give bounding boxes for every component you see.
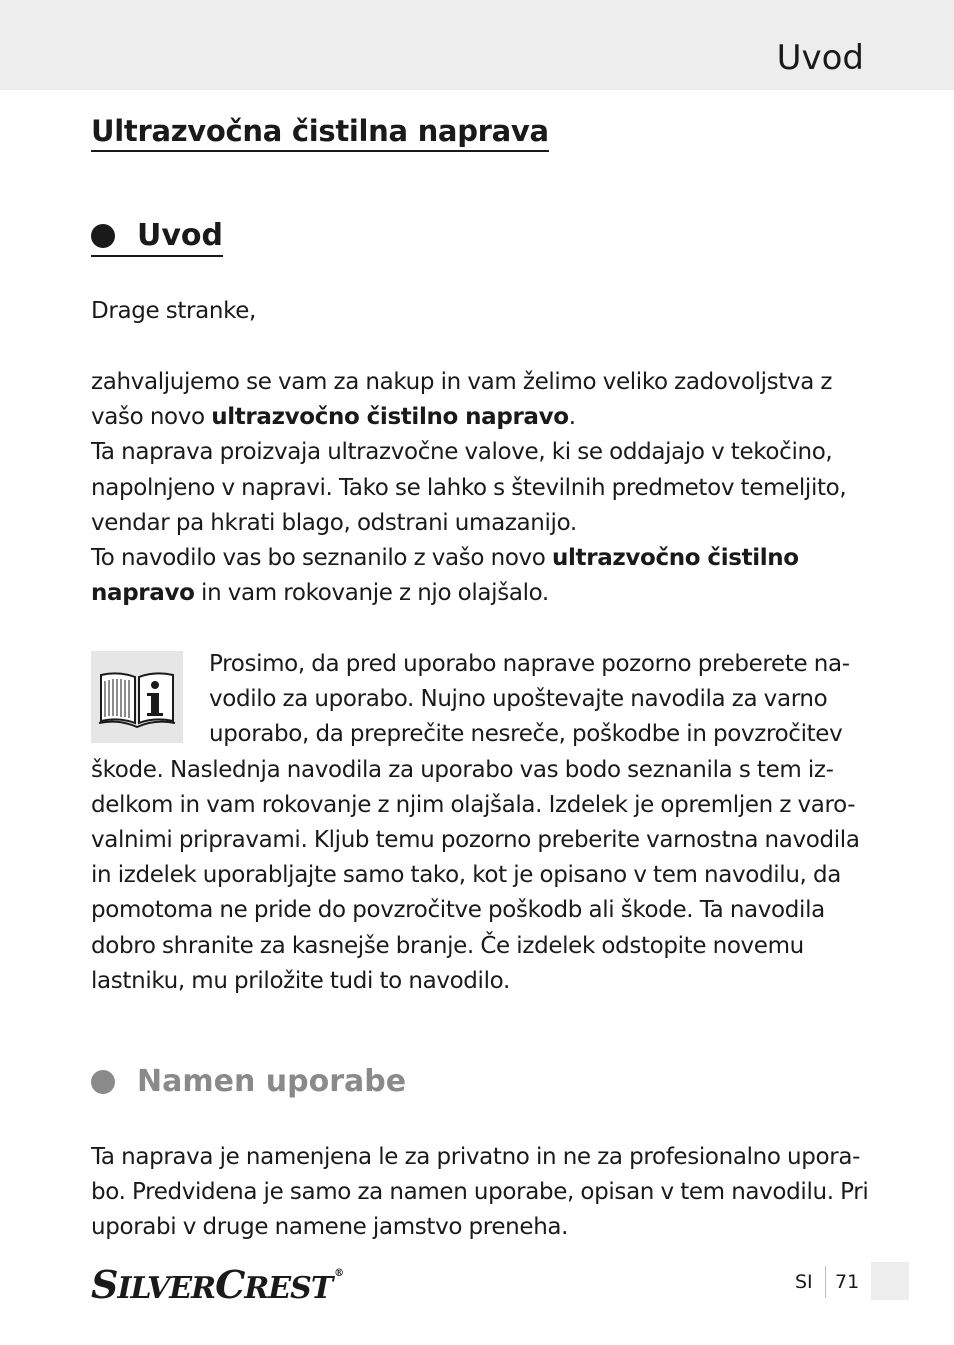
product-name-bold: napravo: [91, 580, 195, 607]
language-code: SI: [795, 1271, 813, 1293]
section-heading-text: Namen uporabe: [137, 1064, 407, 1099]
text-run: To navodilo vas bo seznanilo z vašo novo: [91, 545, 552, 572]
text-line: Ta naprava je namenjena le za privatno in ne za profesionalno upora-: [91, 1144, 861, 1170]
text-line: napolnjeno v napravi. Tako se lahko s številnih predmetov temeljito,: [91, 474, 847, 501]
text-line: Ta naprava proizvaja ultrazvočne valove, ki se oddajajo v tekočino,: [91, 439, 833, 466]
safety-paragraph: [91, 647, 866, 999]
text-line: [91, 400, 866, 435]
text-run: in vam rokovanje z njo olajšalo.: [194, 580, 549, 607]
text-line: uporabo, da preprečite nesreče, poškodbe in povzročitev: [209, 721, 843, 748]
section-heading-uvod: [91, 218, 223, 257]
text-line: in izdelek uporabljajte samo tako, kot je opisano v tem navodilu, da: [91, 862, 841, 889]
text-run: vašo novo: [91, 404, 212, 431]
greeting-text: Drage stranke,: [91, 298, 257, 324]
product-name-bold: ultrazvočno čistilno: [552, 545, 799, 572]
intended-use-paragraph: [91, 1140, 869, 1246]
footer-divider: [825, 1266, 826, 1298]
text-line: lastniku, mu priložite tudi to navodilo.: [91, 967, 510, 994]
text-line: vodilo za uporabo. Nujno upoštevajte navodila za varno: [209, 686, 828, 713]
bullet-icon: [91, 1070, 115, 1094]
text-line: [91, 576, 866, 611]
greeting: [91, 294, 866, 329]
footer-tab-marker: [871, 1262, 909, 1300]
page-number: 71: [835, 1271, 860, 1293]
text-line: bo. Predvidena je samo za namen uporabe, opisan v tem navodilu. Pri: [91, 1179, 869, 1206]
text-line: pomotoma ne pride do povzročitve poškodb ali škode. Ta navodila: [91, 897, 825, 924]
text-line: dobro shranite za kasnejše branje. Če izdelek odstopite novemu: [91, 932, 804, 959]
text-line: škode. Naslednja navodila za uporabo vas bodo seznanila s tem iz-: [91, 756, 834, 783]
text-run: .: [568, 404, 576, 431]
text-line: zahvaljujemo se vam za nakup in vam želimo veliko zadovoljstva z: [91, 369, 833, 395]
section-heading-namen-uporabe: [91, 1064, 406, 1099]
text-line: [91, 541, 866, 576]
text-line: uporabi v druge namene jamstvo preneha.: [91, 1214, 569, 1241]
text-line: delkom in vam rokovanje z njim olajšala. Izdelek je opremljen z varo-: [91, 791, 856, 818]
text-line: valnimi pripravami. Kljub temu pozorno preberite varnostna navodila: [91, 827, 860, 854]
text-line: Prosimo, da pred uporabo naprave pozorno preberete na-: [209, 651, 850, 677]
intro-paragraph: [91, 365, 866, 611]
header-title: Uvod: [776, 38, 864, 78]
silvercrest-logo: SILVERCREST ®: [91, 1262, 344, 1307]
text-line: vendar pa hkrati blago, odstrani umazanijo.: [91, 509, 577, 536]
bullet-icon: [91, 224, 115, 248]
section-heading-text: Uvod: [137, 218, 224, 253]
product-name-bold: ultrazvočno čistilno napravo: [211, 404, 569, 431]
document-title: Ultrazvočna čistilna naprava: [91, 114, 549, 152]
